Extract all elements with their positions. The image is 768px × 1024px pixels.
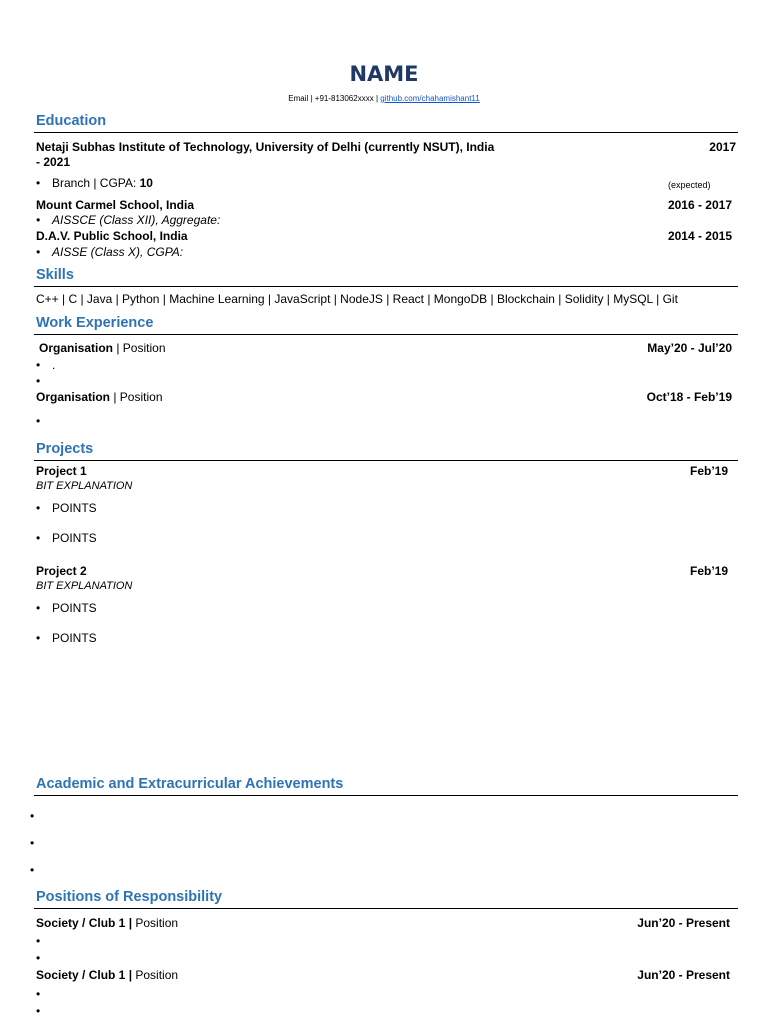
work-bullet-1a-text: . — [52, 358, 56, 372]
edu-school-3: D.A.V. Public School, India — [36, 229, 188, 243]
achievements-divider — [34, 795, 738, 796]
work-entry-1 — [39, 341, 166, 355]
achievement-bullet-2 — [30, 836, 46, 850]
work-heading: Work Experience — [36, 315, 154, 331]
work-dates-2: Oct’18 - Feb’19 — [646, 390, 732, 404]
position-1-bullet-2 — [36, 951, 52, 965]
work-bullet-1a — [36, 358, 55, 372]
position-dates-2: Jun’20 - Present — [637, 968, 730, 982]
project-1-date: Feb’19 — [689, 464, 728, 478]
work-org-2: Organisation — [36, 390, 111, 404]
work-dates-1: May’20 - Jul’20 — [647, 341, 732, 355]
education-heading: Education — [36, 113, 107, 129]
work-org-1: Organisation — [39, 341, 114, 355]
project-2-explanation: BIT EXPLANATION — [36, 580, 133, 592]
project-1-name: Project 1 — [36, 464, 87, 478]
skills-list: C++ | C | Java | Python | Machine Learning | JavaScript | NodeJS | React | MongoDB | Blockchain | Solidity | MySQL | Git — [36, 292, 678, 306]
projects-divider — [34, 460, 738, 461]
edu-years-2: 2016 - 2017 — [667, 198, 732, 212]
contact-line — [0, 94, 768, 103]
github-link[interactable]: github.com/chahamishant11 — [380, 94, 480, 103]
position-dates-1: Jun’20 - Present — [637, 916, 730, 930]
position-org-1: Society / Club 1 | — [36, 916, 133, 930]
project-2-name: Project 2 — [36, 564, 87, 578]
work-position-1: | Position — [113, 341, 166, 355]
edu-expected-note: (expected) — [668, 180, 711, 190]
project-2-point-1 — [36, 601, 97, 615]
positions-divider — [34, 908, 738, 909]
edu-school-1-cont: - 2021 — [36, 155, 71, 169]
edu-detail-1 — [36, 176, 153, 190]
project-2-point-2 — [36, 631, 97, 645]
edu-cgpa-value: 10 — [139, 176, 153, 190]
position-1-bullet-1 — [36, 934, 52, 948]
project-2-point-1-text: POINTS — [52, 601, 97, 615]
position-role-1: Position — [132, 916, 179, 930]
edu-detail-label: Branch | CGPA: — [52, 176, 140, 190]
skills-heading: Skills — [36, 267, 74, 283]
work-entry-2 — [36, 390, 163, 404]
project-2-date: Feb’19 — [689, 564, 728, 578]
edu-detail-3: • AISSE (Class X), CGPA: — [36, 245, 183, 259]
position-org-2: Society / Club 1 | — [36, 968, 133, 982]
achievement-bullet-1 — [30, 809, 46, 823]
project-1-point-1-text: POINTS — [52, 501, 97, 515]
position-2-bullet-2 — [36, 1004, 52, 1018]
edu-school-2: Mount Carmel School, India — [36, 198, 195, 212]
project-1-point-1 — [36, 501, 97, 515]
position-role-2: Position — [132, 968, 179, 982]
work-position-2: | Position — [110, 390, 163, 404]
project-1-point-2-text: POINTS — [52, 531, 97, 545]
edu-detail-2: • AISSCE (Class XII), Aggregate: — [36, 213, 220, 227]
skills-divider — [34, 286, 738, 287]
positions-heading: Positions of Responsibility — [36, 889, 223, 905]
contact-separator: | — [375, 94, 379, 103]
education-divider — [34, 132, 738, 133]
resume-name: NAME — [349, 62, 419, 86]
position-entry-2 — [36, 968, 178, 982]
contact-details: Email | +91-813062xxxx — [288, 94, 374, 103]
work-bullet-2a — [36, 414, 52, 428]
achievement-bullet-3 — [30, 863, 46, 877]
project-1-explanation: BIT EXPLANATION — [36, 480, 133, 492]
projects-heading: Projects — [36, 441, 94, 457]
edu-years-3: 2014 - 2015 — [667, 229, 732, 243]
position-2-bullet-1 — [36, 987, 52, 1001]
project-1-point-2 — [36, 531, 97, 545]
edu-year-1: 2017 — [709, 140, 736, 154]
achievements-heading: Academic and Extracurricular Achievements — [36, 776, 344, 792]
project-2-point-2-text: POINTS — [52, 631, 97, 645]
edu-school-1: Netaji Subhas Institute of Technology, University of Delhi (currently NSUT), India — [36, 140, 495, 154]
work-divider — [34, 334, 738, 335]
work-bullet-1b — [36, 374, 52, 388]
position-entry-1 — [36, 916, 178, 930]
